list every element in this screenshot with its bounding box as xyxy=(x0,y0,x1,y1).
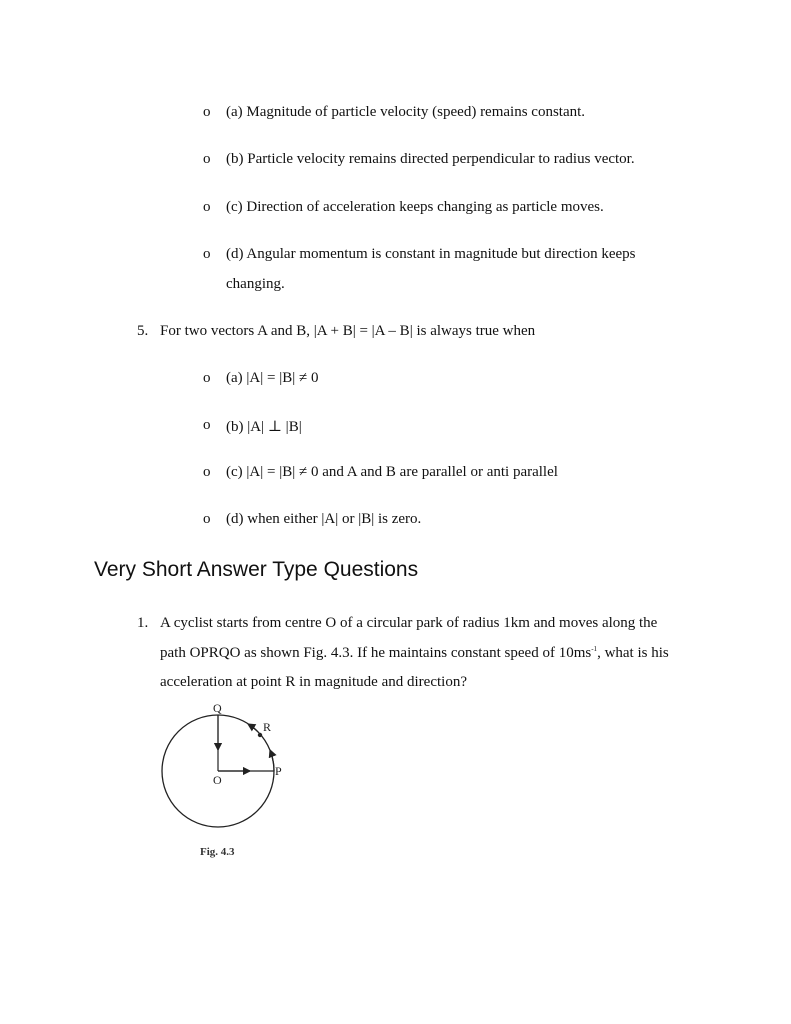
q4-option-c: (c) Direction of acceleration keeps changing as particle moves. xyxy=(226,199,604,215)
bullet-icon: o xyxy=(203,151,211,167)
q5-option-d: (d) when either |A| or |B| is zero. xyxy=(226,511,422,527)
figure-circular-park xyxy=(150,698,300,863)
label-q: Q xyxy=(213,701,222,715)
bullet-icon: o xyxy=(203,370,211,386)
q4-option-d: (d) Angular momentum is constant in magnitude but direction keeps xyxy=(226,246,636,262)
bullet-icon: o xyxy=(203,464,211,480)
bullet-icon: o xyxy=(203,104,211,120)
arc-arrow-rq-icon xyxy=(248,724,258,732)
label-o: O xyxy=(213,773,222,787)
label-p: P xyxy=(275,764,282,778)
vs-q1-line3: acceleration at point R in magnitude and direction? xyxy=(160,674,467,690)
label-r: R xyxy=(263,720,272,734)
q5-number: 5. xyxy=(137,323,149,339)
q5-option-b: (b) |A| ⊥ |B| xyxy=(226,419,302,435)
vs-q1-line2: path OPRQO as shown Fig. 4.3. If he maintains constant speed of $10ms^{-1}$, what is his xyxy=(160,645,669,661)
vs-q1-line1: A cyclist starts from centre O of a circular park of radius 1km and moves along the xyxy=(160,615,658,631)
bullet-icon: o xyxy=(203,199,211,215)
q5-text: For two vectors A and B, |A + B| = |A – B| is always true when xyxy=(160,323,536,339)
point-r-dot xyxy=(258,733,262,737)
q4-option-d-cont: changing. xyxy=(226,276,285,292)
bullet-icon: o xyxy=(203,511,211,527)
q4-option-a: (a) Magnitude of particle velocity (speed) remains constant. xyxy=(226,104,586,120)
bullet-icon: o xyxy=(203,246,211,262)
vs-q1-number: 1. xyxy=(137,615,149,631)
bullet-icon: o xyxy=(203,417,211,433)
figure-caption: Fig. 4.3 xyxy=(200,846,235,858)
arc-arrow-pr-icon xyxy=(270,750,274,771)
q5-option-c: (c) |A| = |B| ≠ 0 and A and B are parallel or anti parallel xyxy=(226,464,558,480)
q4-option-b: (b) Particle velocity remains directed perpendicular to radius vector. xyxy=(226,151,635,167)
q5-option-a: (a) |A| = |B| ≠ 0 xyxy=(226,370,319,386)
section-title: Very Short Answer Type Questions xyxy=(94,558,419,581)
